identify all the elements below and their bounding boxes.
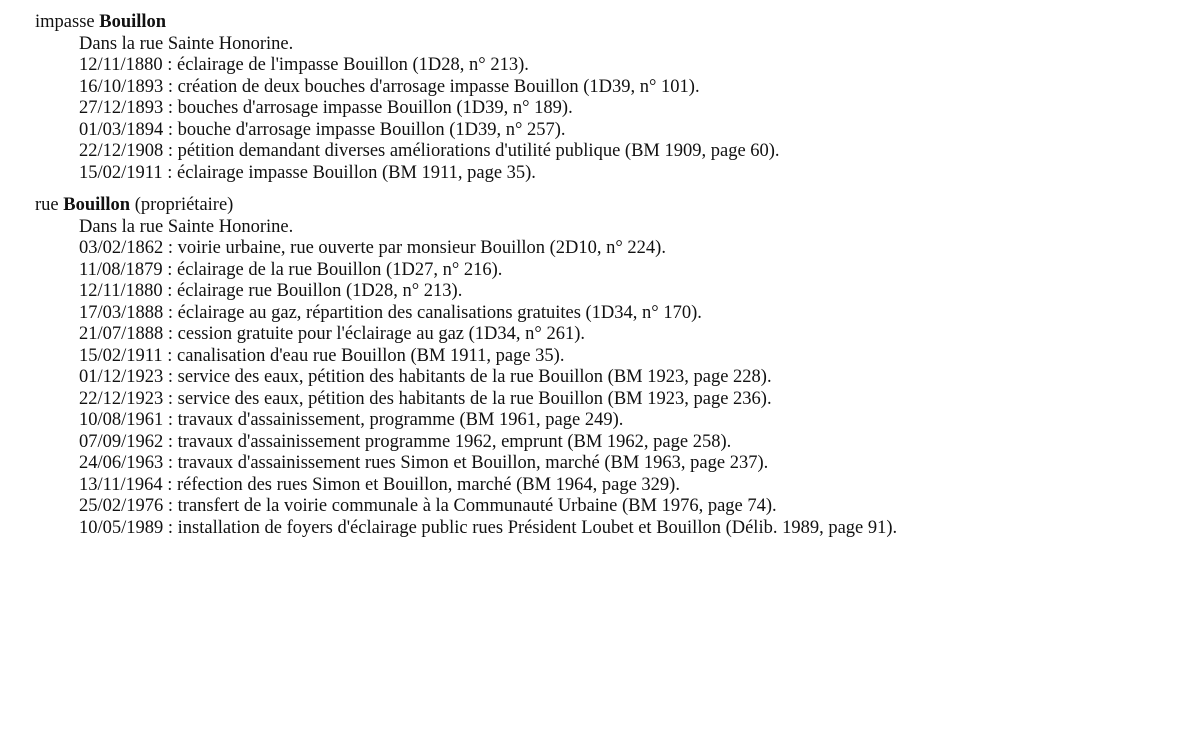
entry-line: 27/12/1893 : bouches d'arrosage impasse Bouillon (1D39, n° 189). (79, 98, 573, 118)
entry-line: 11/08/1879 : éclairage de la rue Bouillon (1D27, n° 216). (79, 259, 503, 280)
entry-list (35, 34, 1182, 185)
location-line: Dans la rue Sainte Honorine. (79, 216, 294, 237)
entry-line: 15/02/1911 : canalisation d'eau rue Bouillon (BM 1911, page 35). (79, 345, 565, 366)
entry-list (35, 217, 1182, 540)
section-heading (35, 12, 1182, 34)
entry-line: 21/07/1888 : cession gratuite pour l'éclairage au gaz (1D34, n° 261). (79, 324, 585, 344)
section-heading (35, 195, 1182, 217)
entry-line: 07/09/1962 : travaux d'assainissement programme 1962, emprunt (BM 1962, page 258). (79, 431, 732, 452)
entry-line: 03/02/1862 : voirie urbaine, rue ouverte par monsieur Bouillon (2D10, n° 224). (79, 238, 666, 258)
entry-line: 24/06/1963 : travaux d'assainissement rues Simon et Bouillon, marché (BM 1963, page 237). (79, 453, 769, 473)
entry-line: 10/08/1961 : travaux d'assainissement, programme (BM 1961, page 249). (79, 410, 624, 430)
section-rue-bouillon (35, 195, 1182, 539)
entry-line: 15/02/1911 : éclairage impasse Bouillon (BM 1911, page 35). (79, 162, 536, 183)
section-impasse-bouillon (35, 12, 1182, 184)
entry-line: 22/12/1908 : pétition demandant diverses améliorations d'utilité publique (BM 1909, page 60). (79, 141, 780, 161)
entry-line: 16/10/1893 : création de deux bouches d'arrosage impasse Bouillon (1D39, n° 101). (79, 76, 700, 97)
heading-prefix: rue (35, 195, 59, 215)
heading-name: Bouillon (63, 195, 131, 215)
heading-suffix: (propriétaire) (134, 195, 234, 215)
heading-name: Bouillon (99, 12, 167, 32)
entry-line: 01/03/1894 : bouche d'arrosage impasse Bouillon (1D39, n° 257). (79, 119, 566, 140)
entry-line: 01/12/1923 : service des eaux, pétition des habitants de la rue Bouillon (BM 1923, page 228). (79, 367, 772, 387)
heading-prefix: impasse (35, 12, 95, 32)
entry-line: 17/03/1888 : éclairage au gaz, répartition des canalisations gratuites (1D34, n° 170). (79, 302, 702, 323)
entry-line: 22/12/1923 : service des eaux, pétition des habitants de la rue Bouillon (BM 1923, page 236). (79, 388, 772, 409)
location-line: Dans la rue Sainte Honorine. (79, 33, 294, 54)
entry-line: 13/11/1964 : réfection des rues Simon et Bouillon, marché (BM 1964, page 329). (79, 474, 680, 495)
entry-line: 10/05/1989 : installation de foyers d'éclairage public rues Président Loubet et Bouillon (Délib. 1989, page 91). (79, 517, 898, 538)
entry-line: 12/11/1880 : éclairage rue Bouillon (1D28, n° 213). (79, 281, 463, 301)
entry-line: 12/11/1880 : éclairage de l'impasse Bouillon (1D28, n° 213). (79, 55, 529, 75)
entry-line: 25/02/1976 : transfert de la voirie communale à la Communauté Urbaine (BM 1976, page 74). (79, 496, 777, 516)
